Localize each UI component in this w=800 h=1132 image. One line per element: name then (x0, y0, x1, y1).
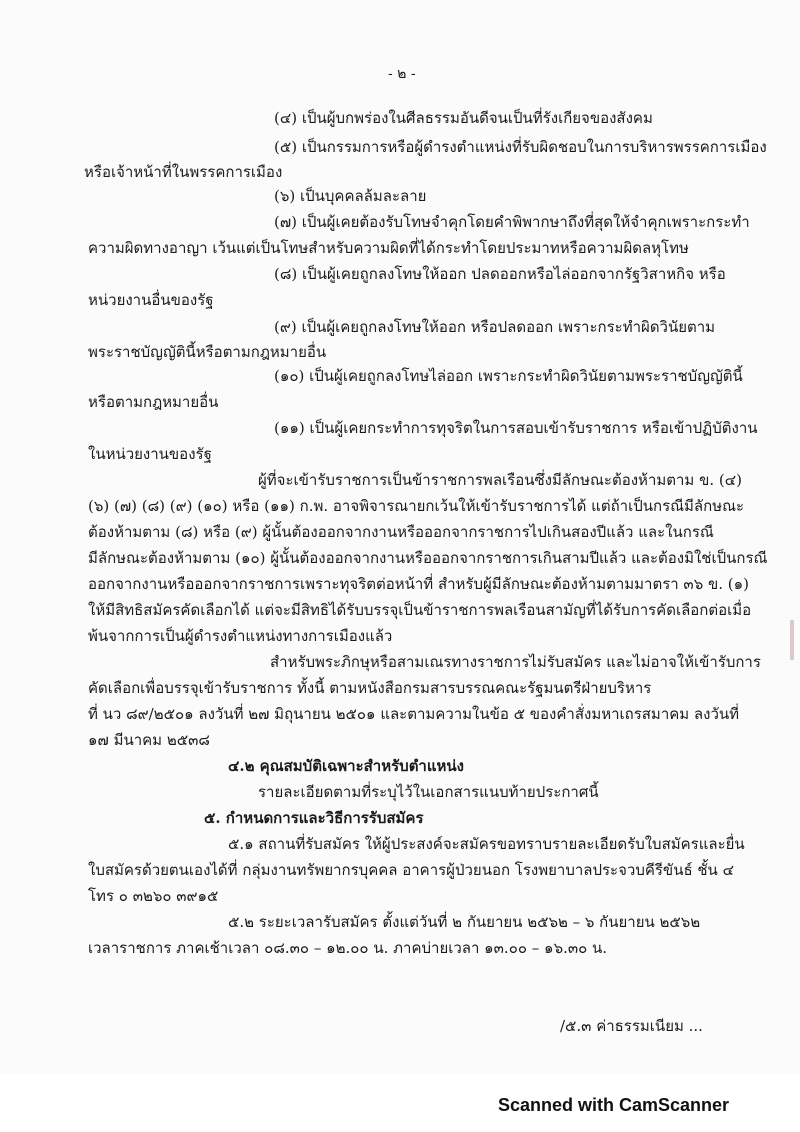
text-line: หรือเจ้าหน้าที่ในพรรคการเมือง (84, 163, 283, 181)
text-line: เวลาราชการ ภาคเช้าเวลา ๐๘.๓๐ – ๑๒.๐๐ น. ภาคบ่ายเวลา ๑๓.๐๐ – ๑๖.๓๐ น. (88, 939, 608, 957)
text-line: ๕.๑ สถานที่รับสมัคร ให้ผู้ประสงค์จะสมัครขอทราบรายละเอียดรับใบสมัครและยื่น (228, 835, 745, 853)
page-number: - ๒ - (388, 66, 416, 82)
text-line: ในหน่วยงานของรัฐ (88, 445, 212, 463)
text-line: หน่วยงานอื่นของรัฐ (88, 291, 214, 309)
text-line: (๖) (๗) (๘) (๙) (๑๐) หรือ (๑๑) ก.พ. อาจพิจารณายกเว้นให้เข้ารับราชการได้ แต่ถ้าเป็นกรณีมีลักษณะ (88, 497, 745, 515)
text-line: ความผิดทางอาญา เว้นแต่เป็นโทษสำหรับความผิดที่ได้กระทำโดยประมาทหรือความผิดลหุโทษ (88, 239, 689, 257)
text-line: ๑๗ มีนาคม ๒๕๓๘ (88, 731, 210, 749)
text-line: (๑๐) เป็นผู้เคยถูกลงโทษไล่ออก เพราะกระทำผิดวินัยตามพระราชบัญญัตินี้ (274, 367, 743, 385)
text-line: (๕) เป็นกรรมการหรือผู้ดำรงตำแหน่งที่รับผิดชอบในการบริหารพรรคการเมือง (274, 138, 767, 156)
text-line: (๔) เป็นผู้บกพร่องในศีลธรรมอันดีจนเป็นที่รังเกียจของสังคม (274, 109, 653, 127)
text-line: พระราชบัญญัตินี้หรือตามกฎหมายอื่น (88, 343, 327, 361)
text-line: (๗) เป็นผู้เคยต้องรับโทษจำคุกโดยคำพิพากษาถึงที่สุดให้จำคุกเพราะกระทำ (274, 213, 750, 231)
text-line: (๖) เป็นบุคคลล้มละลาย (274, 187, 427, 205)
continuation-note: /๕.๓ ค่าธรรมเนียม ... (560, 1017, 703, 1035)
text-line: (๘) เป็นผู้เคยถูกลงโทษให้ออก ปลดออกหรือไล่ออกจากรัฐวิสาหกิจ หรือ (274, 265, 726, 283)
text-line: หรือตามกฎหมายอื่น (88, 393, 219, 411)
text-line: (๑๑) เป็นผู้เคยกระทำการทุจริตในการสอบเข้ารับราชการ หรือเข้าปฏิบัติงาน (274, 419, 758, 437)
text-line: ต้องห้ามตาม (๘) หรือ (๙) ผู้นั้นต้องออกจากงานหรือออกจากราชการไปเกินสองปีแล้ว และในกรณี (88, 523, 714, 541)
text-line: ๕.๒ ระยะเวลารับสมัคร ตั้งแต่วันที่ ๒ กันยายน ๒๕๖๒ – ๖ กันยายน ๒๕๖๒ (228, 913, 701, 931)
text-line: ผู้ที่จะเข้ารับราชการเป็นข้าราชการพลเรือนซึ่งมีลักษณะต้องห้ามตาม ข. (๔) (258, 471, 742, 489)
text-line: โทร ๐ ๓๒๖๐ ๓๙๑๕ (88, 887, 219, 905)
section-heading: ๕. กำหนดการและวิธีการรับสมัคร (204, 809, 424, 827)
text-line: รายละเอียดตามที่ระบุไว้ในเอกสารแนบท้ายประกาศนี้ (258, 783, 599, 801)
scan-edge-mark (790, 620, 794, 660)
text-line: (๙) เป็นผู้เคยถูกลงโทษให้ออก หรือปลดออก เพราะกระทำผิดวินัยตาม (274, 318, 716, 336)
text-line: คัดเลือกเพื่อบรรจุเข้ารับราชการ ทั้งนี้ ตามหนังสือกรมสารบรรณคณะรัฐมนตรีฝ่ายบริหาร (88, 679, 652, 697)
text-line: ที่ นว ๘๙/๒๕๐๑ ลงวันที่ ๒๗ มิถุนายน ๒๕๐๑ และตามความในข้อ ๕ ของคำสั่งมหาเถรสมาคม ลงวันที่ (88, 705, 740, 723)
text-line: มีลักษณะต้องห้ามตาม (๑๐) ผู้นั้นต้องออกจากงานหรือออกจากราชการเกินสามปีแล้ว และต้องมิใช่เป็นกรณี (88, 549, 768, 567)
text-line: ใบสมัครด้วยตนเองได้ที่ กลุ่มงานทรัพยากรบุคคล อาคารผู้ป่วยนอก โรงพยาบาลประจวบคีรีขันธ์ ชั้น ๔ (88, 861, 734, 879)
text-line: ให้มีสิทธิสมัครคัดเลือกได้ แต่จะมีสิทธิได้รับบรรจุเป็นข้าราชการพลเรือนสามัญที่ได้รับการคัดเลือกต่อเมื่อ (88, 601, 752, 619)
scanner-watermark: Scanned with CamScanner (498, 1095, 730, 1115)
text-line: สำหรับพระภิกษุหรือสามเณรทางราชการไม่รับสมัคร และไม่อาจให้เข้ารับการ (270, 653, 761, 671)
text-line: พ้นจากการเป็นผู้ดำรงตำแหน่งทางการเมืองแล้ว (88, 627, 393, 645)
text-line: ออกจากงานหรือออกจากราชการเพราะทุจริตต่อหน้าที่ สำหรับผู้มีลักษณะต้องห้ามตามมาตรา ๓๖ ข. (๑) (88, 575, 749, 593)
section-heading: ๔.๒ คุณสมบัติเฉพาะสำหรับตำแหน่ง (228, 757, 464, 775)
